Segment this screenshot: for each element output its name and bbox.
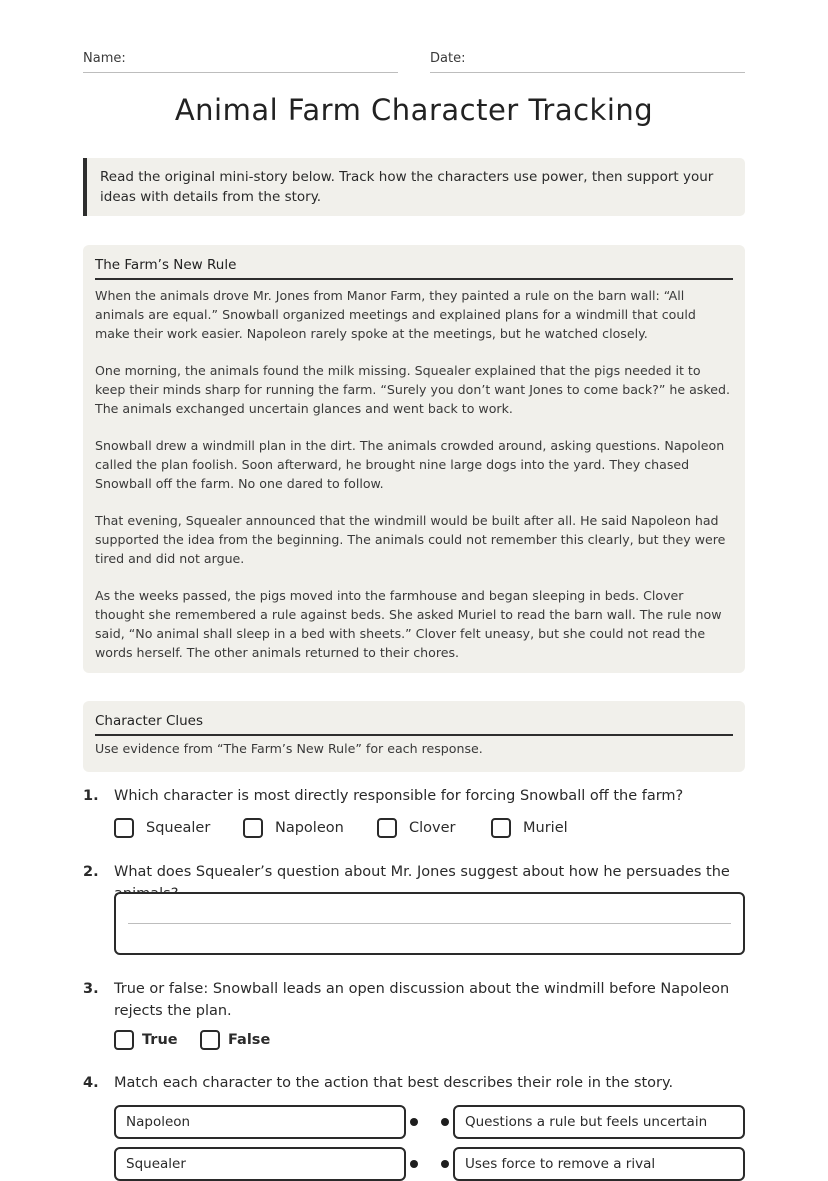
match-dot-left[interactable] — [410, 1118, 418, 1126]
match-dot-right[interactable] — [441, 1160, 449, 1168]
checkbox[interactable] — [243, 818, 263, 838]
passage-paragraph: When the animals drove Mr. Jones from Manor Farm, they painted a rule on the barn wall: “All animals are equal.” Snowball organized meetings and explained plans for a windmill that could make their work easier. Napoleon rarely spoke at the meetings, but he watched closely. — [95, 288, 696, 341]
header-fields — [83, 51, 745, 73]
clues-subtitle: Use evidence from “The Farm’s New Rule” for each response. — [95, 741, 483, 756]
match-right-item[interactable]: Questions a rule but feels uncertain — [453, 1105, 745, 1139]
name-field[interactable] — [83, 51, 398, 73]
character-clues-section — [83, 701, 745, 772]
checkbox[interactable] — [491, 818, 511, 838]
question-text: Match each character to the action that best describes their role in the story. — [114, 1075, 674, 1091]
question-number: 3. — [83, 981, 99, 997]
option-label: False — [228, 1032, 271, 1048]
match-left-item[interactable]: Napoleon — [114, 1105, 406, 1139]
instructions-callout: Read the original mini-story below. Track how the characters use power, then support your ideas with details from the story. — [83, 158, 745, 216]
match-dot-left[interactable] — [410, 1160, 418, 1168]
checkbox[interactable] — [200, 1030, 220, 1050]
question-number: 4. — [83, 1075, 99, 1091]
passage-paragraph: That evening, Squealer announced that the windmill would be built after all. He said Napoleon had supported the idea from the beginning. The animals could not remember this clearly, but they were tired and did not argue. — [95, 513, 726, 566]
question-text: Which character is most directly responsible for forcing Snowball off the farm? — [114, 788, 684, 804]
passage-paragraph: One morning, the animals found the milk missing. Squealer explained that the pigs needed it to keep their minds sharp for running the farm. “Surely you don’t want Jones to come back?” he asked. The animals exchanged uncertain glances and went back to work. — [95, 363, 730, 416]
option-label: Muriel — [523, 820, 568, 836]
option-label: True — [142, 1032, 178, 1048]
passage-paragraph: Snowball drew a windmill plan in the dirt. The animals crowded around, asking questions. Napoleon called the plan foolish. Soon afterward, he brought nine large dogs into the yard. They chased Snowball off the farm. No one dared to follow. — [95, 438, 725, 491]
passage-heading: The Farm’s New Rule — [95, 257, 733, 280]
match-left-item[interactable]: Squealer — [114, 1147, 406, 1181]
name-label: Name: — [83, 51, 126, 66]
option-label: Napoleon — [275, 820, 344, 836]
match-dot-right[interactable] — [441, 1118, 449, 1126]
checkbox[interactable] — [114, 818, 134, 838]
clues-heading: Character Clues — [95, 713, 733, 736]
match-right-item[interactable]: Uses force to remove a rival — [453, 1147, 745, 1181]
question-text: True or false: Snowball leads an open discussion about the windmill before Napoleon rejects the plan. — [114, 981, 730, 1019]
date-field[interactable] — [430, 51, 745, 73]
checkbox[interactable] — [377, 818, 397, 838]
option-label: Clover — [409, 820, 456, 836]
checkbox[interactable] — [114, 1030, 134, 1050]
question-number: 1. — [83, 788, 99, 804]
option-label: Squealer — [146, 820, 211, 836]
q2-answer-box[interactable] — [114, 892, 745, 955]
answer-line — [128, 923, 731, 924]
story-passage — [83, 245, 745, 673]
page-title: Animal Farm Character Tracking — [174, 93, 654, 127]
passage-paragraph: As the weeks passed, the pigs moved into the farmhouse and began sleeping in beds. Clover thought she remembered a rule against beds. She asked Muriel to read the barn wall. The rule now said, “No animal shall sleep in a bed with sheets.” Clover felt uneasy, but she could not read the words herself. The other animals returned to their chores. — [95, 588, 722, 660]
question-text: What does Squealer’s question about Mr. Jones suggest about how he persuades the — [114, 864, 730, 880]
date-label: Date: — [430, 51, 466, 66]
question-number: 2. — [83, 864, 99, 880]
